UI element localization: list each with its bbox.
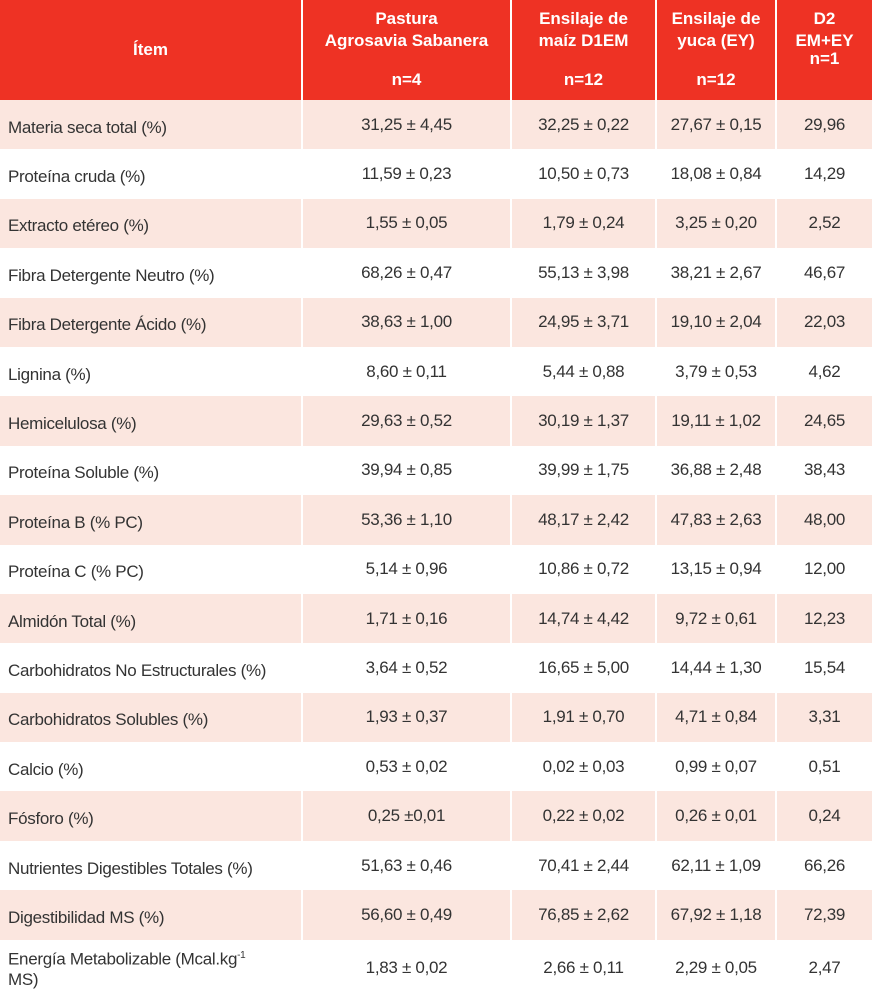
cell-maiz: 70,41 ± 2,44 <box>511 841 656 890</box>
table-row <box>0 298 872 347</box>
row-item: Carbohidratos No Estructurales (%) <box>0 643 302 692</box>
cell-pastura: 1,55 ± 0,05 <box>302 199 511 248</box>
cell-yuca: 47,83 ± 2,63 <box>656 495 776 544</box>
cell-maiz: 2,66 ± 0,11 <box>511 940 656 996</box>
header-item-label: Ítem <box>133 40 168 59</box>
cell-yuca: 4,71 ± 0,84 <box>656 693 776 742</box>
table-row <box>0 693 872 742</box>
cell-yuca: 18,08 ± 0,84 <box>656 149 776 198</box>
table-row <box>0 199 872 248</box>
cell-maiz: 30,19 ± 1,37 <box>511 396 656 445</box>
table-row <box>0 347 872 396</box>
header-pastura <box>302 0 511 100</box>
table-row <box>0 149 872 198</box>
cell-maiz: 0,22 ± 0,02 <box>511 791 656 840</box>
header-d2-n: n=1 <box>809 49 840 68</box>
row-item: Proteína C (% PC) <box>0 545 302 594</box>
cell-maiz: 76,85 ± 2,62 <box>511 890 656 939</box>
table-row <box>0 446 872 495</box>
cell-d2: 0,51 <box>776 742 872 791</box>
cell-d2: 2,47 <box>776 940 872 996</box>
cell-pastura: 53,36 ± 1,10 <box>302 495 511 544</box>
row-item <box>0 940 302 996</box>
cell-pastura: 56,60 ± 0,49 <box>302 890 511 939</box>
cell-yuca: 19,10 ± 2,04 <box>656 298 776 347</box>
cell-pastura: 1,83 ± 0,02 <box>302 940 511 996</box>
cell-pastura: 31,25 ± 4,45 <box>302 100 511 149</box>
cell-d2: 4,62 <box>776 347 872 396</box>
cell-d2: 66,26 <box>776 841 872 890</box>
table-body <box>0 100 872 996</box>
cell-maiz: 0,02 ± 0,03 <box>511 742 656 791</box>
cell-maiz: 10,50 ± 0,73 <box>511 149 656 198</box>
row-item: Extracto etéreo (%) <box>0 199 302 248</box>
row-item: Materia seca total (%) <box>0 100 302 149</box>
cell-d2: 2,52 <box>776 199 872 248</box>
header-d2-line2: EM+EY <box>795 31 854 50</box>
table-row <box>0 100 872 149</box>
table-row <box>0 791 872 840</box>
cell-d2: 3,31 <box>776 693 872 742</box>
cell-d2: 0,24 <box>776 791 872 840</box>
cell-d2: 24,65 <box>776 396 872 445</box>
header-yuca-line1: Ensilaje de <box>671 9 761 28</box>
row-item-line1: Energía Metabolizable (Mcal.kg <box>8 949 238 969</box>
cell-maiz: 1,79 ± 0,24 <box>511 199 656 248</box>
cell-pastura: 1,93 ± 0,37 <box>302 693 511 742</box>
table-header <box>0 0 872 100</box>
cell-pastura: 29,63 ± 0,52 <box>302 396 511 445</box>
cell-d2: 38,43 <box>776 446 872 495</box>
table-row <box>0 841 872 890</box>
cell-maiz: 55,13 ± 3,98 <box>511 248 656 297</box>
row-item: Proteína B (% PC) <box>0 495 302 544</box>
table-row <box>0 890 872 939</box>
cell-pastura: 3,64 ± 0,52 <box>302 643 511 692</box>
row-item: Proteína cruda (%) <box>0 149 302 198</box>
cell-yuca: 67,92 ± 1,18 <box>656 890 776 939</box>
header-pastura-line1: Pastura <box>375 9 438 28</box>
cell-yuca: 38,21 ± 2,67 <box>656 248 776 297</box>
cell-maiz: 48,17 ± 2,42 <box>511 495 656 544</box>
row-item: Fibra Detergente Ácido (%) <box>0 298 302 347</box>
cell-d2: 15,54 <box>776 643 872 692</box>
cell-yuca: 27,67 ± 0,15 <box>656 100 776 149</box>
cell-pastura: 68,26 ± 0,47 <box>302 248 511 297</box>
cell-d2: 46,67 <box>776 248 872 297</box>
header-yuca <box>656 0 776 100</box>
cell-maiz: 24,95 ± 3,71 <box>511 298 656 347</box>
cell-d2: 72,39 <box>776 890 872 939</box>
cell-pastura: 1,71 ± 0,16 <box>302 594 511 643</box>
row-item: Hemicelulosa (%) <box>0 396 302 445</box>
table-row <box>0 248 872 297</box>
cell-maiz: 5,44 ± 0,88 <box>511 347 656 396</box>
cell-yuca: 3,25 ± 0,20 <box>656 199 776 248</box>
cell-d2: 29,96 <box>776 100 872 149</box>
table-row <box>0 594 872 643</box>
cell-d2: 14,29 <box>776 149 872 198</box>
cell-pastura: 8,60 ± 0,11 <box>302 347 511 396</box>
table-row <box>0 643 872 692</box>
header-pastura-n: n=4 <box>391 70 422 89</box>
row-item: Digestibilidad MS (%) <box>0 890 302 939</box>
row-item-line2: MS) <box>8 970 39 990</box>
header-maiz-line1: Ensilaje de <box>539 9 628 28</box>
header-yuca-n: n=12 <box>696 70 736 89</box>
cell-pastura: 0,53 ± 0,02 <box>302 742 511 791</box>
cell-pastura: 39,94 ± 0,85 <box>302 446 511 495</box>
header-d2 <box>776 0 872 100</box>
row-item: Calcio (%) <box>0 742 302 791</box>
cell-yuca: 2,29 ± 0,05 <box>656 940 776 996</box>
cell-d2: 22,03 <box>776 298 872 347</box>
row-item: Proteína Soluble (%) <box>0 446 302 495</box>
cell-d2: 12,23 <box>776 594 872 643</box>
row-item: Nutrientes Digestibles Totales (%) <box>0 841 302 890</box>
cell-yuca: 13,15 ± 0,94 <box>656 545 776 594</box>
cell-maiz: 14,74 ± 4,42 <box>511 594 656 643</box>
table-row <box>0 940 872 996</box>
row-item: Almidón Total (%) <box>0 594 302 643</box>
table-row <box>0 495 872 544</box>
row-item: Carbohidratos Solubles (%) <box>0 693 302 742</box>
cell-pastura: 38,63 ± 1,00 <box>302 298 511 347</box>
cell-d2: 12,00 <box>776 545 872 594</box>
header-yuca-line2: yuca (EY) <box>677 31 755 50</box>
header-maiz-line2: maíz D1EM <box>538 31 629 50</box>
cell-yuca: 19,11 ± 1,02 <box>656 396 776 445</box>
cell-yuca: 9,72 ± 0,61 <box>656 594 776 643</box>
header-maiz-n: n=12 <box>563 70 604 89</box>
cell-maiz: 39,99 ± 1,75 <box>511 446 656 495</box>
table-row <box>0 742 872 791</box>
cell-maiz: 10,86 ± 0,72 <box>511 545 656 594</box>
cell-yuca: 14,44 ± 1,30 <box>656 643 776 692</box>
cell-yuca: 0,99 ± 0,07 <box>656 742 776 791</box>
cell-yuca: 0,26 ± 0,01 <box>656 791 776 840</box>
table-row <box>0 545 872 594</box>
cell-pastura: 11,59 ± 0,23 <box>302 149 511 198</box>
cell-maiz: 16,65 ± 5,00 <box>511 643 656 692</box>
header-item <box>0 0 302 100</box>
header-d2-line1: D2 <box>813 9 836 28</box>
header-maiz <box>511 0 656 100</box>
row-item: Lignina (%) <box>0 347 302 396</box>
table-row <box>0 396 872 445</box>
cell-pastura: 0,25 ±0,01 <box>302 791 511 840</box>
cell-d2: 48,00 <box>776 495 872 544</box>
cell-yuca: 62,11 ± 1,09 <box>656 841 776 890</box>
cell-maiz: 1,91 ± 0,70 <box>511 693 656 742</box>
cell-pastura: 5,14 ± 0,96 <box>302 545 511 594</box>
cell-yuca: 3,79 ± 0,53 <box>656 347 776 396</box>
cell-pastura: 51,63 ± 0,46 <box>302 841 511 890</box>
row-item: Fibra Detergente Neutro (%) <box>0 248 302 297</box>
header-pastura-line2: Agrosavia Sabanera <box>324 31 489 50</box>
row-item-exponent: -1 <box>237 949 246 961</box>
cell-yuca: 36,88 ± 2,48 <box>656 446 776 495</box>
row-item: Fósforo (%) <box>0 791 302 840</box>
cell-maiz: 32,25 ± 0,22 <box>511 100 656 149</box>
